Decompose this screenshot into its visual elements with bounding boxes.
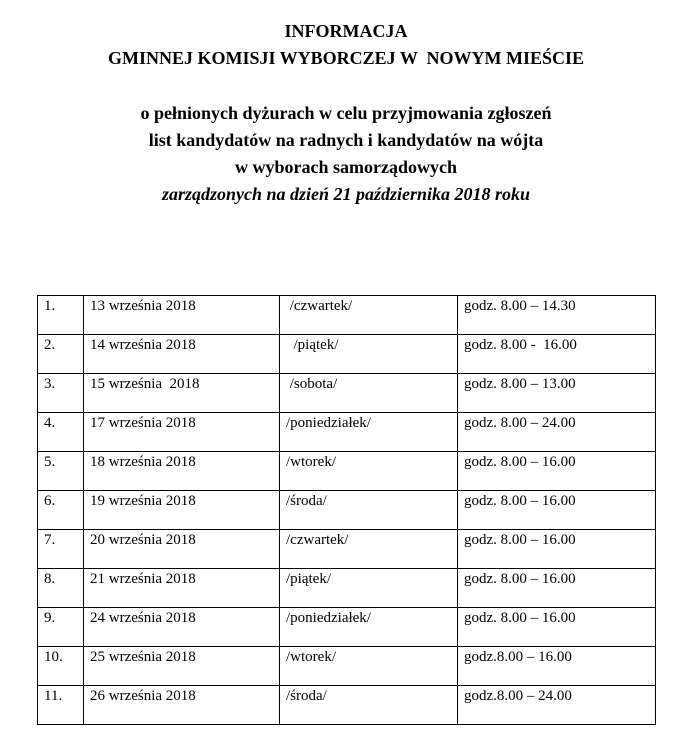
header-spacer [0,72,692,100]
row-number: 2. [38,335,84,374]
row-date: 15 września 2018 [84,374,280,413]
row-number: 11. [38,686,84,725]
row-number: 9. [38,608,84,647]
row-weekday: /czwartek/ [280,530,458,569]
row-date: 21 września 2018 [84,569,280,608]
row-number: 10. [38,647,84,686]
document-header [0,18,692,208]
table-row [38,686,656,725]
table-row [38,374,656,413]
row-number: 7. [38,530,84,569]
row-hours: godz. 8.00 – 16.00 [458,608,656,647]
row-date: 24 września 2018 [84,608,280,647]
row-hours: godz. 8.00 – 14.30 [458,296,656,335]
row-number: 4. [38,413,84,452]
row-date: 25 września 2018 [84,647,280,686]
row-number: 1. [38,296,84,335]
row-hours: godz. 8.00 – 16.00 [458,569,656,608]
document-subtitle-election-date: zarządzonych na dzień 21 października 2018 roku [161,184,531,204]
row-hours: godz. 8.00 - 16.00 [458,335,656,374]
table-row [38,491,656,530]
table-row [38,335,656,374]
row-date: 13 września 2018 [84,296,280,335]
document-subtitle-line-3: w wyborach samorządowych [235,157,457,177]
row-number: 3. [38,374,84,413]
row-number: 6. [38,491,84,530]
row-date: 14 września 2018 [84,335,280,374]
row-date: 18 września 2018 [84,452,280,491]
document-title-institution: GMINNEJ KOMISJI WYBORCZEJ W NOWYM MIEŚCIE [107,48,585,68]
row-hours: godz. 8.00 – 16.00 [458,530,656,569]
row-hours: godz. 8.00 – 16.00 [458,491,656,530]
row-hours: godz.8.00 – 24.00 [458,686,656,725]
table-row [38,530,656,569]
table-row [38,296,656,335]
row-date: 19 września 2018 [84,491,280,530]
row-hours: godz.8.00 – 16.00 [458,647,656,686]
row-weekday: /piątek/ [280,335,458,374]
document-subtitle-line-2: list kandydatów na radnych i kandydatów na wójta [148,130,544,150]
document-title: INFORMACJA [284,21,408,41]
row-weekday: /wtorek/ [280,647,458,686]
table-row [38,452,656,491]
row-date: 26 września 2018 [84,686,280,725]
row-weekday: /piątek/ [280,569,458,608]
row-hours: godz. 8.00 – 16.00 [458,452,656,491]
row-date: 17 września 2018 [84,413,280,452]
row-hours: godz. 8.00 – 24.00 [458,413,656,452]
row-weekday: /środa/ [280,491,458,530]
row-date: 20 września 2018 [84,530,280,569]
row-weekday: /wtorek/ [280,452,458,491]
row-weekday: /sobota/ [280,374,458,413]
row-weekday: /poniedziałek/ [280,413,458,452]
row-number: 8. [38,569,84,608]
table-row [38,569,656,608]
row-weekday: /środa/ [280,686,458,725]
duty-schedule-table [37,295,656,725]
table-row [38,647,656,686]
document-subtitle-line-1: o pełnionych dyżurach w celu przyjmowania zgłoszeń [140,103,552,123]
row-weekday: /czwartek/ [280,296,458,335]
row-weekday: /poniedziałek/ [280,608,458,647]
row-hours: godz. 8.00 – 13.00 [458,374,656,413]
table-row [38,413,656,452]
table-row [38,608,656,647]
row-number: 5. [38,452,84,491]
